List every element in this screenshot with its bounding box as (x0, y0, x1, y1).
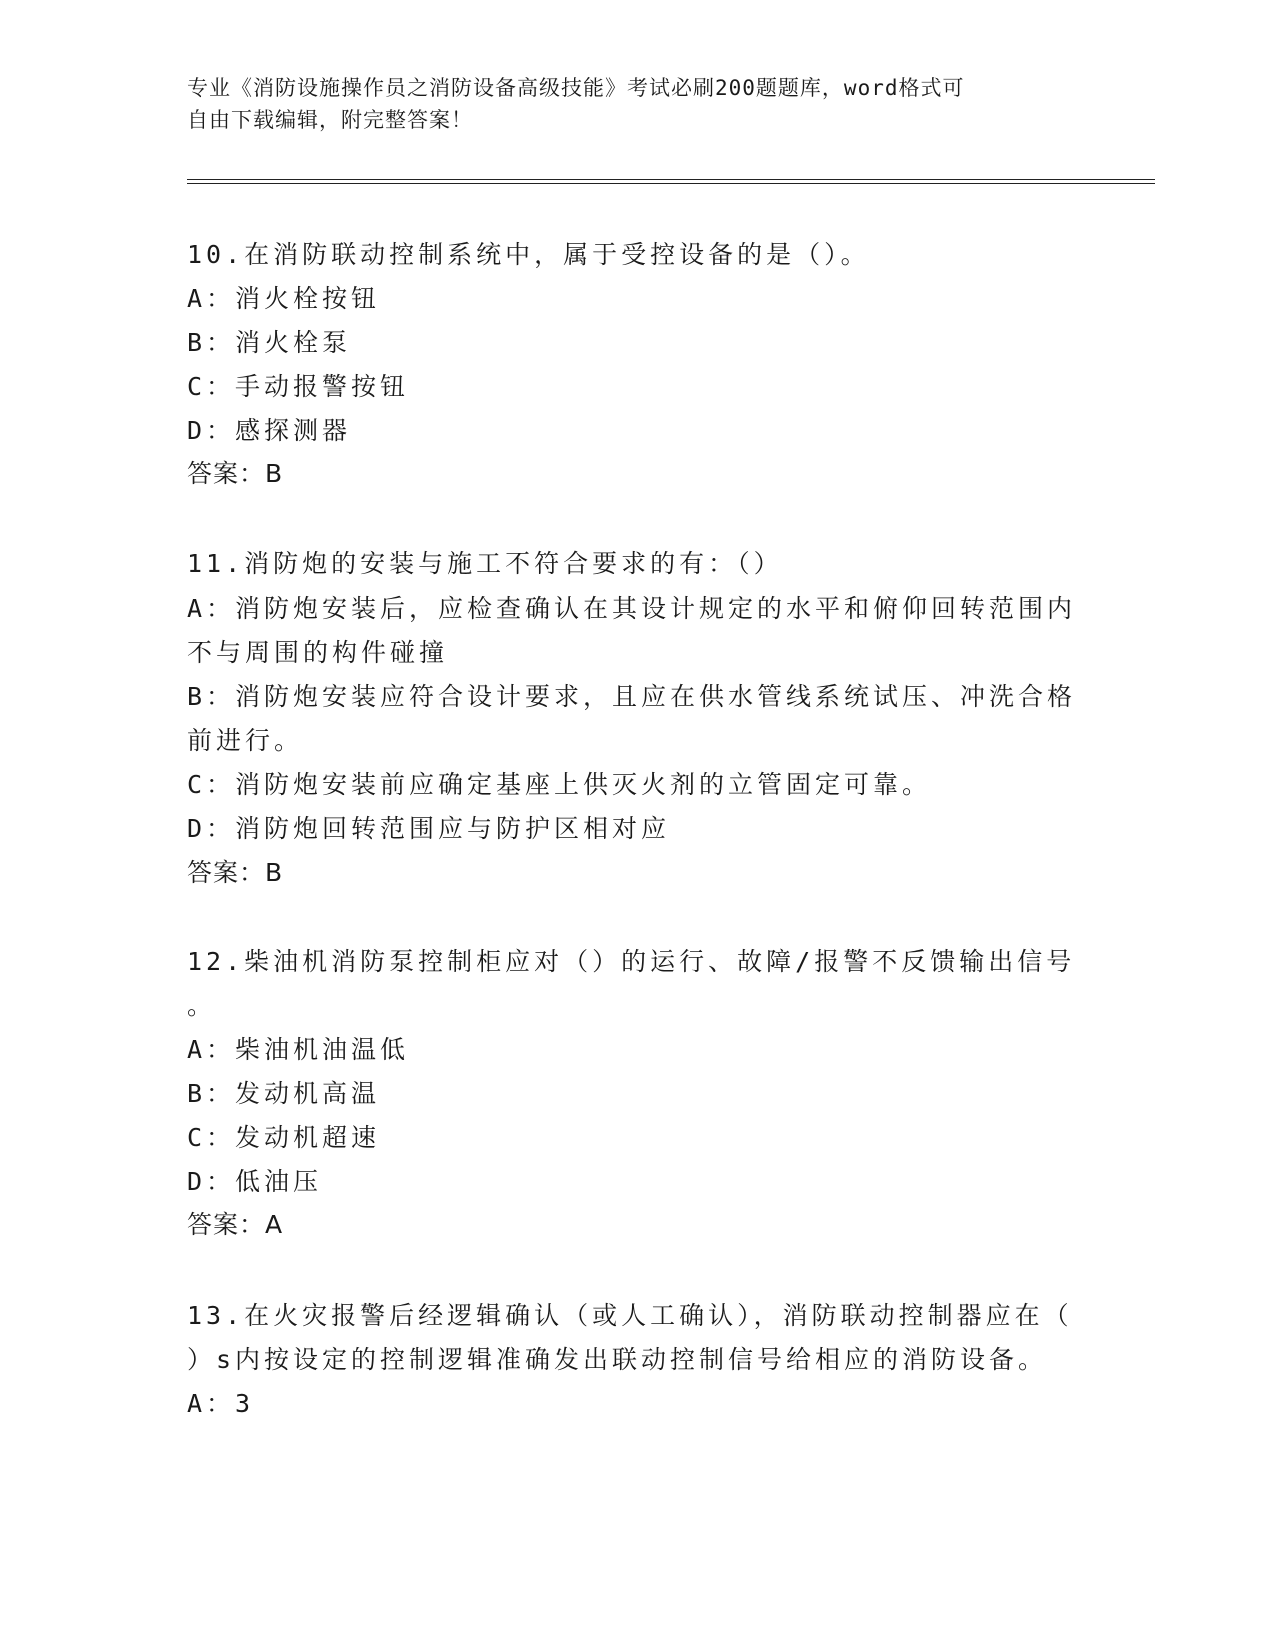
question-12-stem: 12.柴油机消防泵控制柜应对（）的运行、故障/报警不反馈输出信号 (187, 947, 1076, 976)
question-12-option-c: C：发动机超速 (187, 1123, 381, 1152)
question-13-stem: 13.在火灾报警后经逻辑确认（或人工确认），消防联动控制器应在（ (187, 1301, 1073, 1330)
header-line-1: 专业《消防设施操作员之消防设备高级技能》考试必刷200题题库，word格式可 (187, 76, 965, 100)
question-10-option-d: D：感探测器 (187, 416, 352, 445)
document-header (187, 72, 1087, 136)
question-11-option-b-cont: 前进行。 (187, 726, 304, 755)
question-11-answer: 答案：B (187, 858, 284, 887)
question-12-answer: 答案：A (187, 1210, 284, 1239)
question-11-option-a-cont: 不与周围的构件碰撞 (187, 638, 449, 667)
question-11-option-c: C：消防炮安装前应确定基座上供灭火剂的立管固定可靠。 (187, 770, 932, 799)
question-10-option-a: A：消火栓按钮 (187, 284, 381, 313)
question-10-answer: 答案：B (187, 459, 284, 488)
question-12-option-a: A：柴油机油温低 (187, 1035, 410, 1064)
question-13-option-a: A：3 (187, 1389, 255, 1418)
header-rule-bottom (187, 183, 1155, 184)
question-13-stem-cont: ）s内按设定的控制逻辑准确发出联动控制信号给相应的消防设备。 (187, 1345, 1048, 1374)
question-10-stem: 10.在消防联动控制系统中，属于受控设备的是（）。 (187, 240, 870, 269)
question-12-stem-cont: 。 (187, 991, 217, 1020)
question-11-option-b: B：消防炮安装应符合设计要求，且应在供水管线系统试压、冲洗合格 (187, 682, 1077, 711)
header-line-2: 自由下载编辑，附完整答案！ (187, 108, 473, 132)
question-12-option-d: D：低油压 (187, 1167, 323, 1196)
question-11-option-a: A：消防炮安装后，应检查确认在其设计规定的水平和俯仰回转范围内 (187, 594, 1077, 623)
question-11-stem: 11.消防炮的安装与施工不符合要求的有：（） (187, 549, 783, 578)
question-11-option-d: D：消防炮回转范围应与防护区相对应 (187, 814, 671, 843)
header-rule-top (187, 179, 1155, 180)
question-10-option-b: B：消火栓泵 (187, 328, 352, 357)
question-10-option-c: C：手动报警按钮 (187, 372, 410, 401)
question-12-option-b: B：发动机高温 (187, 1079, 381, 1108)
